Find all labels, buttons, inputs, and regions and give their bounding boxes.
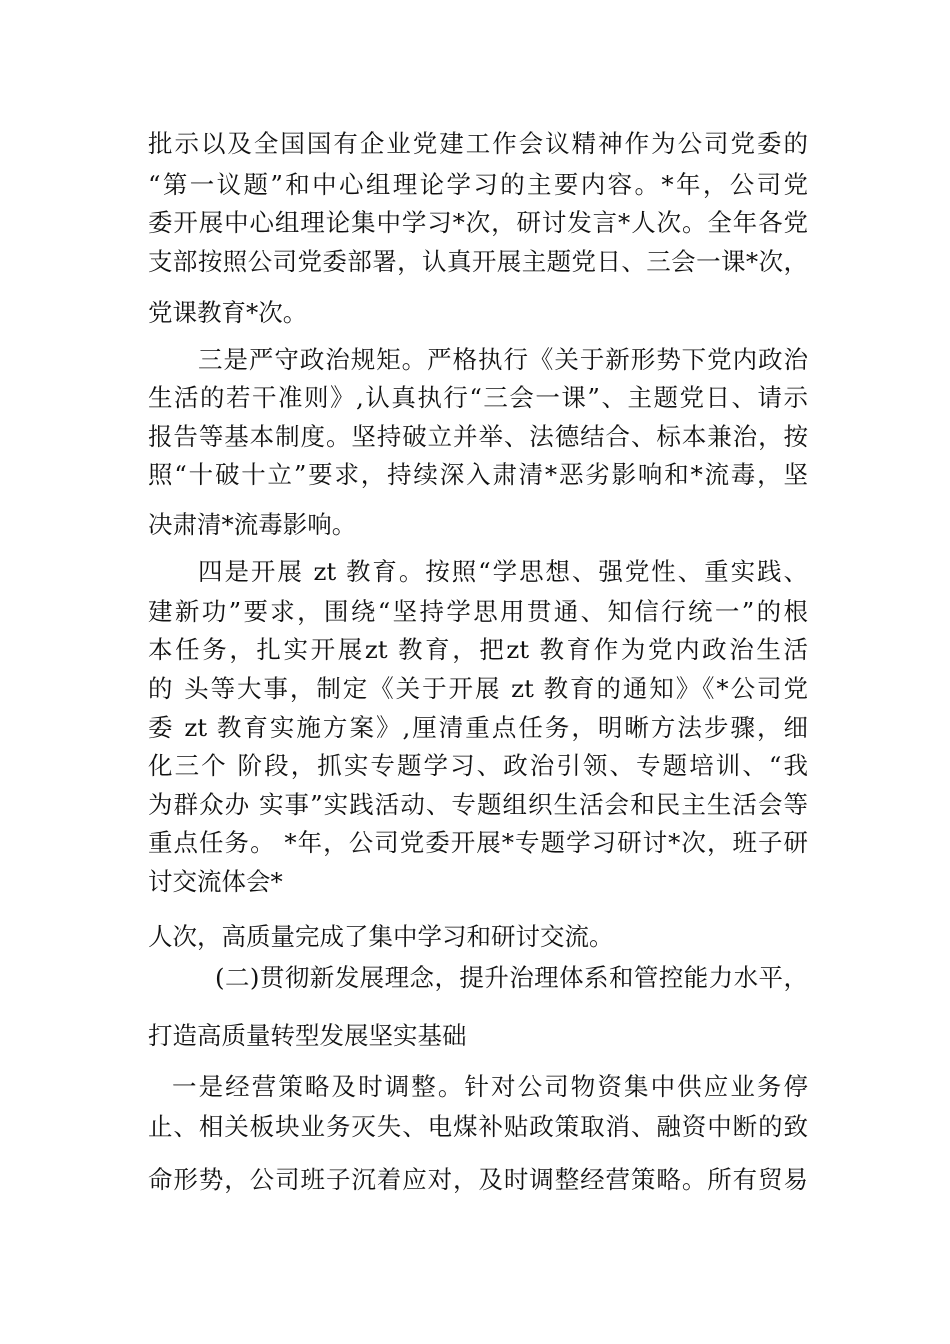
text-line: 的 头等大事，制定《关于开展 zt 教育的通知》《*公司党 — [148, 674, 808, 703]
text-line: 化三个 阶段，抓实专题学习、政治引领、专题培训、“我 — [148, 751, 808, 780]
paragraph-first-line: 三是严守政治规矩。严格执行《关于新形势下党内政治 — [198, 345, 808, 374]
text-line: 本任务，扎实开展zt 教育，把zt 教育作为党内政治生活 — [148, 635, 808, 664]
text-line: 支部按照公司党委部署，认真开展主题党日、三会一课*次， — [148, 247, 808, 276]
text-line: 重点任务。 *年，公司党委开展*专题学习研讨*次，班子研 — [148, 828, 808, 857]
text-line: 报告等基本制度。坚持破立并举、法德结合、标本兼治，按 — [148, 422, 808, 451]
text-line: 人次，高质量完成了集中学习和研讨交流。 — [148, 922, 614, 951]
text-line: 生活的若干准则》,认真执行“三会一课”、主题党日、请示 — [148, 383, 808, 412]
text-line: “第一议题”和中心组理论学习的主要内容。*年，公司党 — [148, 170, 808, 199]
section-heading-continued: 打造高质量转型发展坚实基础 — [148, 1021, 467, 1050]
text-line: 批示以及全国国有企业党建工作会议精神作为公司党委的 — [148, 129, 808, 158]
paragraph-first-line: 一是经营策略及时调整。针对公司物资集中供应业务停 — [172, 1072, 808, 1101]
text-line: 止、相关板块业务灭失、电煤补贴政策取消、融资中断的致 — [148, 1112, 808, 1141]
paragraph-first-line: 四是开展 zt 教育。按照“学思想、强党性、重实践、 — [198, 557, 808, 586]
text-line: 建新功”要求，围绕“坚持学思用贯通、知信行统一”的根 — [148, 597, 808, 626]
text-line: 党课教育*次。 — [148, 298, 308, 327]
text-line: 命形势，公司班子沉着应对，及时调整经营策略。所有贸易 — [148, 1165, 808, 1194]
section-heading: (二)贯彻新发展理念，提升治理体系和管控能力水平， — [215, 963, 808, 992]
text-line: 为群众办 实事”实践活动、专题组织生活会和民主生活会等 — [148, 790, 808, 819]
text-line: 决肃清*流毒影响。 — [148, 510, 357, 539]
text-line: 委开展中心组理论集中学习*次，研讨发言*人次。全年各党 — [148, 208, 808, 237]
text-line: 照“十破十立”要求，持续深入肃清*恶劣影响和*流毒，坚 — [148, 460, 808, 489]
text-line: 讨交流体会* — [148, 867, 283, 896]
text-line: 委 zt 教育实施方案》,厘清重点任务，明晰方法步骤，细 — [148, 713, 808, 742]
